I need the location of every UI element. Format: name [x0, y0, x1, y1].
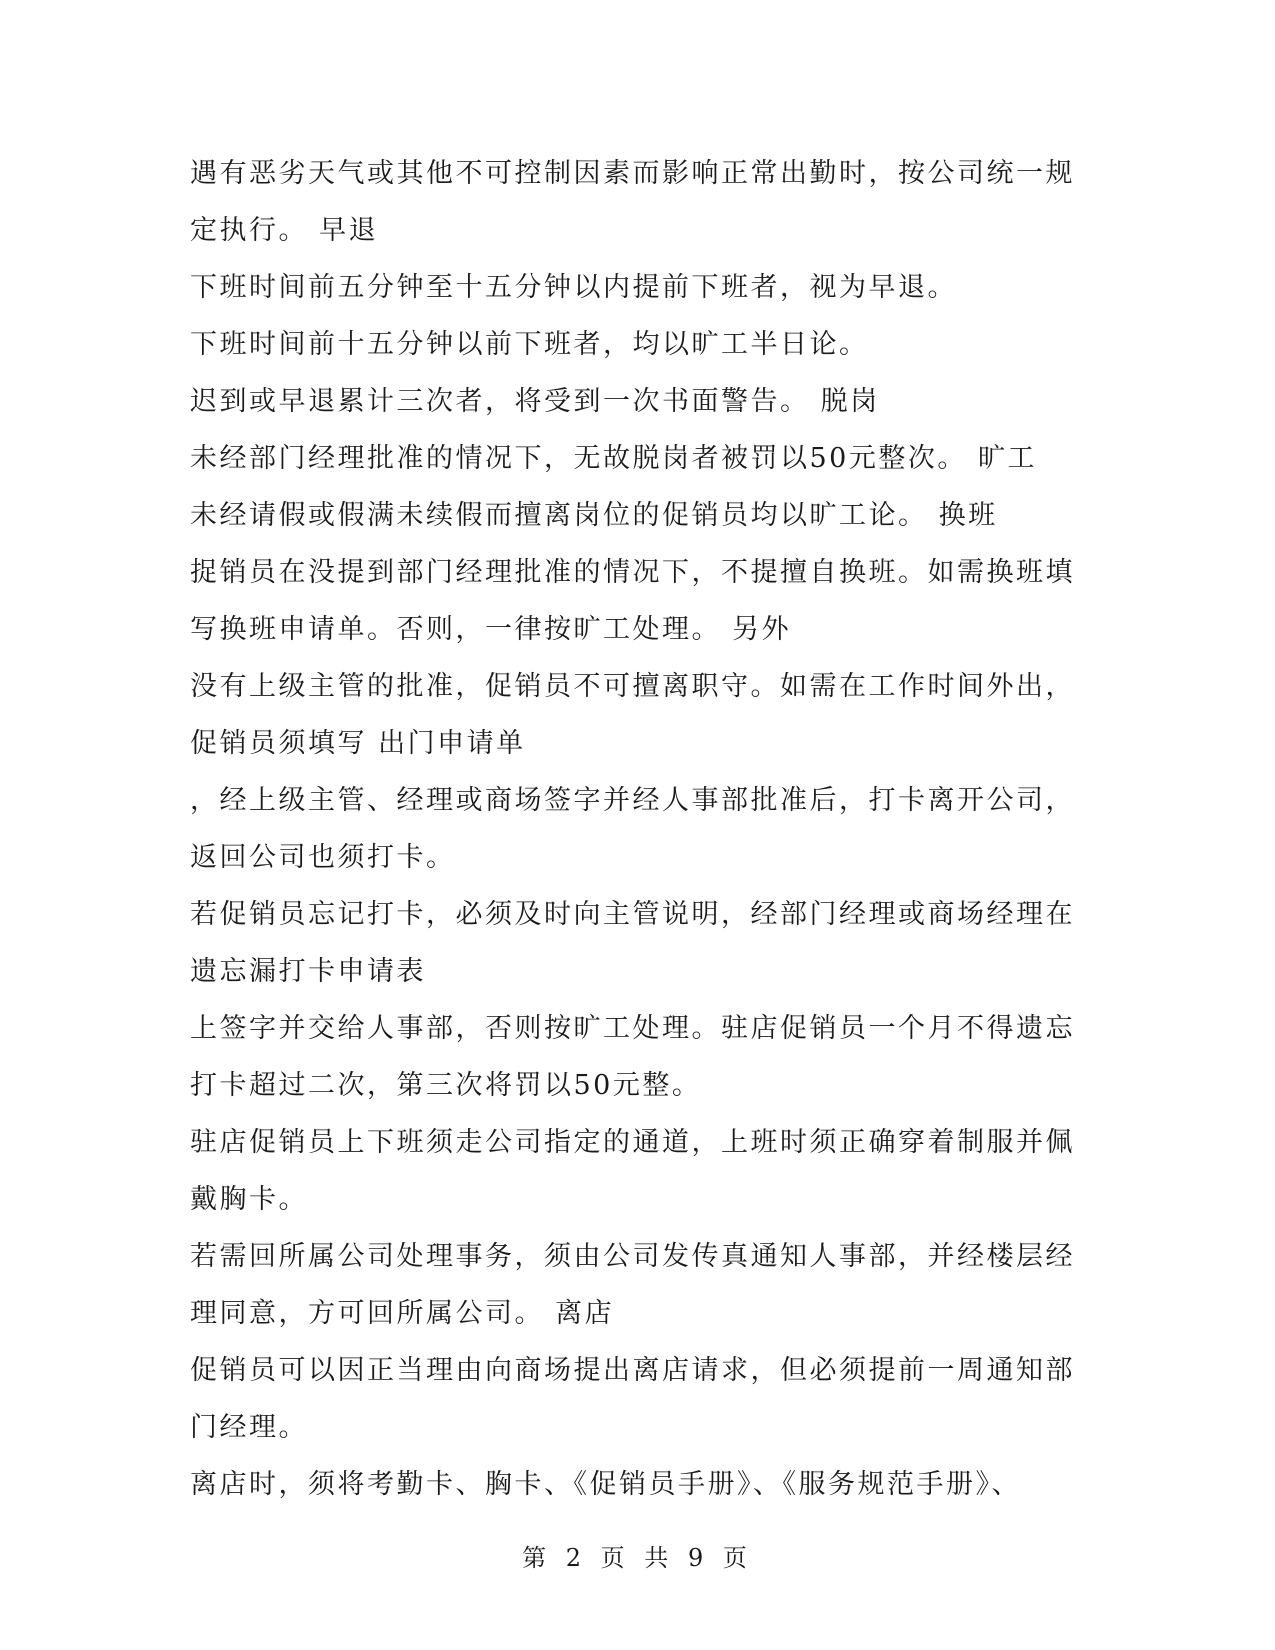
text-line: 未经部门经理批准的情况下，无故脱岗者被罚以50元整次。 旷工	[190, 443, 1037, 474]
text-line: 离店时，须将考勤卡、胸卡、《促销员手册》、《服务规范手册》、	[190, 1469, 1021, 1500]
text-line: 未经请假或假满未续假而擅离岗位的促销员均以旷工论。 换班	[190, 500, 998, 531]
document-body	[190, 145, 1090, 1513]
text-line: 遇有恶劣天气或其他不可控制因素而影响正常出勤时，按公司统一规	[190, 158, 1075, 189]
text-line: 迟到或早退累计三次者，将受到一次书面警告。 脱岗	[190, 386, 880, 417]
text-line: 门经理。	[190, 1412, 308, 1443]
text-line: 促销员须填写 出门申请单	[190, 728, 526, 759]
text-line: 若促销员忘记打卡，必须及时向主管说明，经部门经理或商场经理在	[190, 899, 1075, 930]
page-number-footer: 第 2 页 共 9 页	[522, 1544, 753, 1572]
text-line: 戴胸卡。	[190, 1184, 308, 1215]
text-line: 返回公司也须打卡。	[190, 842, 456, 873]
text-line: 没有上级主管的批准，促销员不可擅离职守。如需在工作时间外出，	[190, 671, 1075, 702]
text-line: 上签字并交给人事部，否则按旷工处理。驻店促销员一个月不得遗忘	[190, 1013, 1075, 1044]
text-line: 若需回所属公司处理事务，须由公司发传真通知人事部，并经楼层经	[190, 1241, 1075, 1272]
text-line: 打卡超过二次，第三次将罚以50元整。	[190, 1070, 702, 1101]
text-line: 定执行。 早退	[190, 215, 379, 246]
text-line: 下班时间前五分钟至十五分钟以内提前下班者，视为早退。	[190, 272, 957, 303]
text-line: 捉销员在没提到部门经理批准的情况下，不提擅自换班。如需换班填	[190, 557, 1075, 588]
text-line: 写换班申请单。否则，一律按旷工处理。 另外	[190, 614, 792, 645]
text-line: 遗忘漏打卡申请表	[190, 956, 426, 987]
text-line: 下班时间前十五分钟以前下班者，均以旷工半日论。	[190, 329, 869, 360]
text-line: 促销员可以因正当理由向商场提出离店请求，但必须提前一周通知部	[190, 1355, 1075, 1386]
text-line: 理同意，方可回所属公司。 离店	[190, 1298, 615, 1329]
text-line: ，经上级主管、经理或商场签字并经人事部批准后，打卡离开公司，	[190, 785, 1075, 816]
text-line: 驻店促销员上下班须走公司指定的通道，上班时须正确穿着制服并佩	[190, 1127, 1075, 1158]
